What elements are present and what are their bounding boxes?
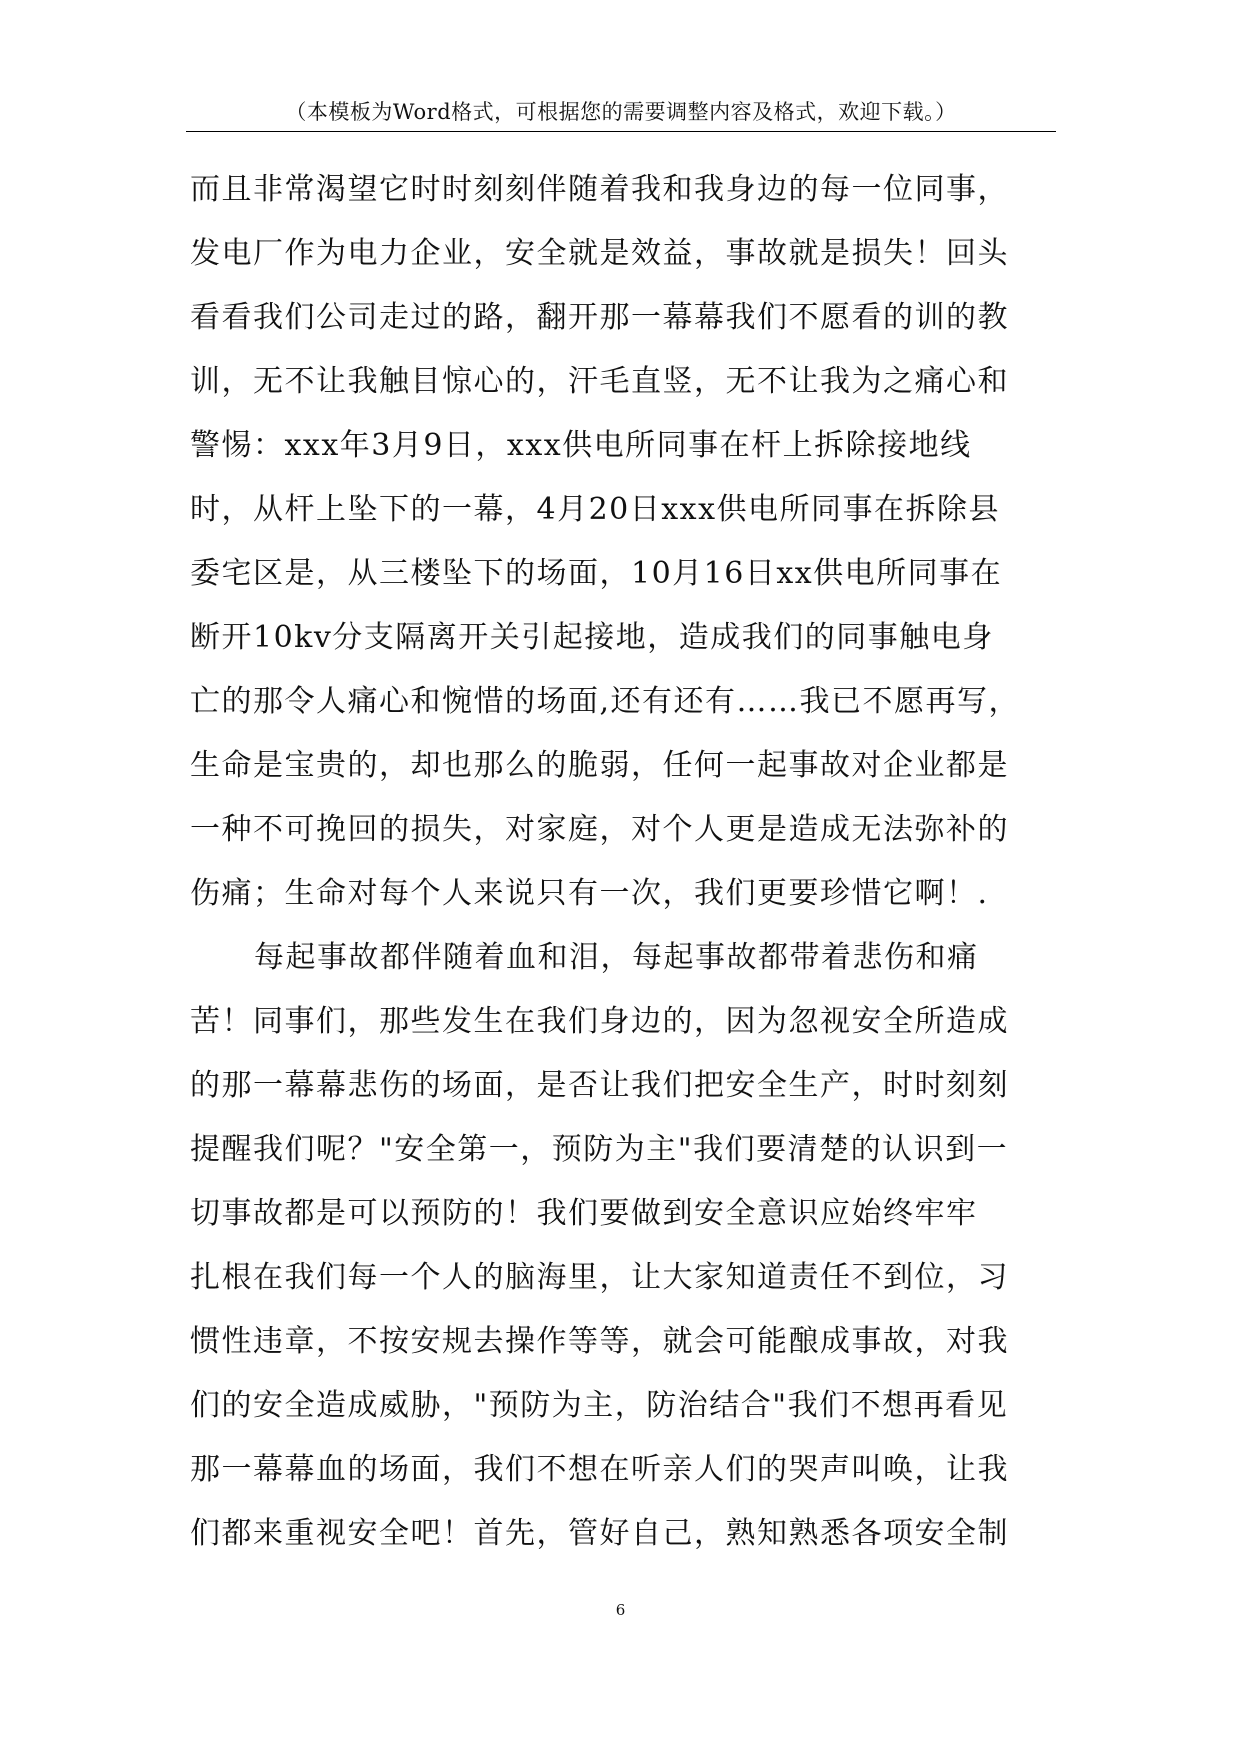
body-line: 而且非常渴望它时时刻刻伴随着我和我身边的每一位同事， [190, 172, 1009, 207]
paragraph-start-line: 每起事故都伴随着血和泪，每起事故都带着悲伤和痛 [254, 940, 979, 975]
body-line: 们都来重视安全吧！首先，管好自己，熟知熟悉各项安全制 [190, 1516, 1009, 1551]
document-body [190, 158, 1070, 1566]
body-line: 切事故都是可以预防的！我们要做到安全意识应始终牢牢 [190, 1196, 978, 1231]
body-line: 训，无不让我触目惊心的，汗毛直竖，无不让我为之痛心和 [190, 364, 1009, 399]
body-line: 亡的那令人痛心和惋惜的场面,还有还有……我已不愿再写， [190, 684, 1021, 719]
header-divider [186, 131, 1056, 132]
body-line: 苦！同事们，那些发生在我们身边的，因为忽视安全所造成 [190, 1004, 1009, 1039]
body-line: 伤痛；生命对每个人来说只有一次，我们更要珍惜它啊！. [190, 876, 989, 911]
body-line: 看看我们公司走过的路，翻开那一幕幕我们不愿看的训的教 [190, 300, 1009, 335]
body-line: 警惕：xxx年3月9日，xxx供电所同事在杆上拆除接地线 [190, 428, 972, 463]
body-line: 提醒我们呢？"安全第一，预防为主"我们要清楚的认识到一 [190, 1132, 1009, 1167]
body-line: 时，从杆上坠下的一幕，4月20日xxx供电所同事在拆除县 [190, 492, 1001, 527]
body-line: 一种不可挽回的损失，对家庭，对个人更是造成无法弥补的 [190, 812, 1009, 847]
body-line: 委宅区是，从三楼坠下的场面，10月16日xx供电所同事在 [190, 556, 1003, 591]
body-line: 发电厂作为电力企业，安全就是效益，事故就是损失！回头 [190, 236, 1009, 271]
body-line: 生命是宝贵的，却也那么的脆弱，任何一起事故对企业都是 [190, 748, 1009, 783]
template-note-header: （本模板为Word格式，可根据您的需要调整内容及格式，欢迎下载。） [285, 100, 957, 124]
body-line: 断开10kv分支隔离开关引起接地，造成我们的同事触电身 [190, 620, 994, 655]
body-line: 们的安全造成威胁，"预防为主，防治结合"我们不想再看见 [190, 1388, 1009, 1423]
page-number: 6 [615, 1601, 626, 1619]
body-line: 那一幕幕血的场面，我们不想在听亲人们的哭声叫唤，让我 [190, 1452, 1009, 1487]
body-line: 扎根在我们每一个人的脑海里，让大家知道责任不到位，习 [190, 1260, 1009, 1295]
body-line: 的那一幕幕悲伤的场面，是否让我们把安全生产，时时刻刻 [190, 1068, 1009, 1103]
body-line: 惯性违章，不按安规去操作等等，就会可能酿成事故，对我 [190, 1324, 1009, 1359]
